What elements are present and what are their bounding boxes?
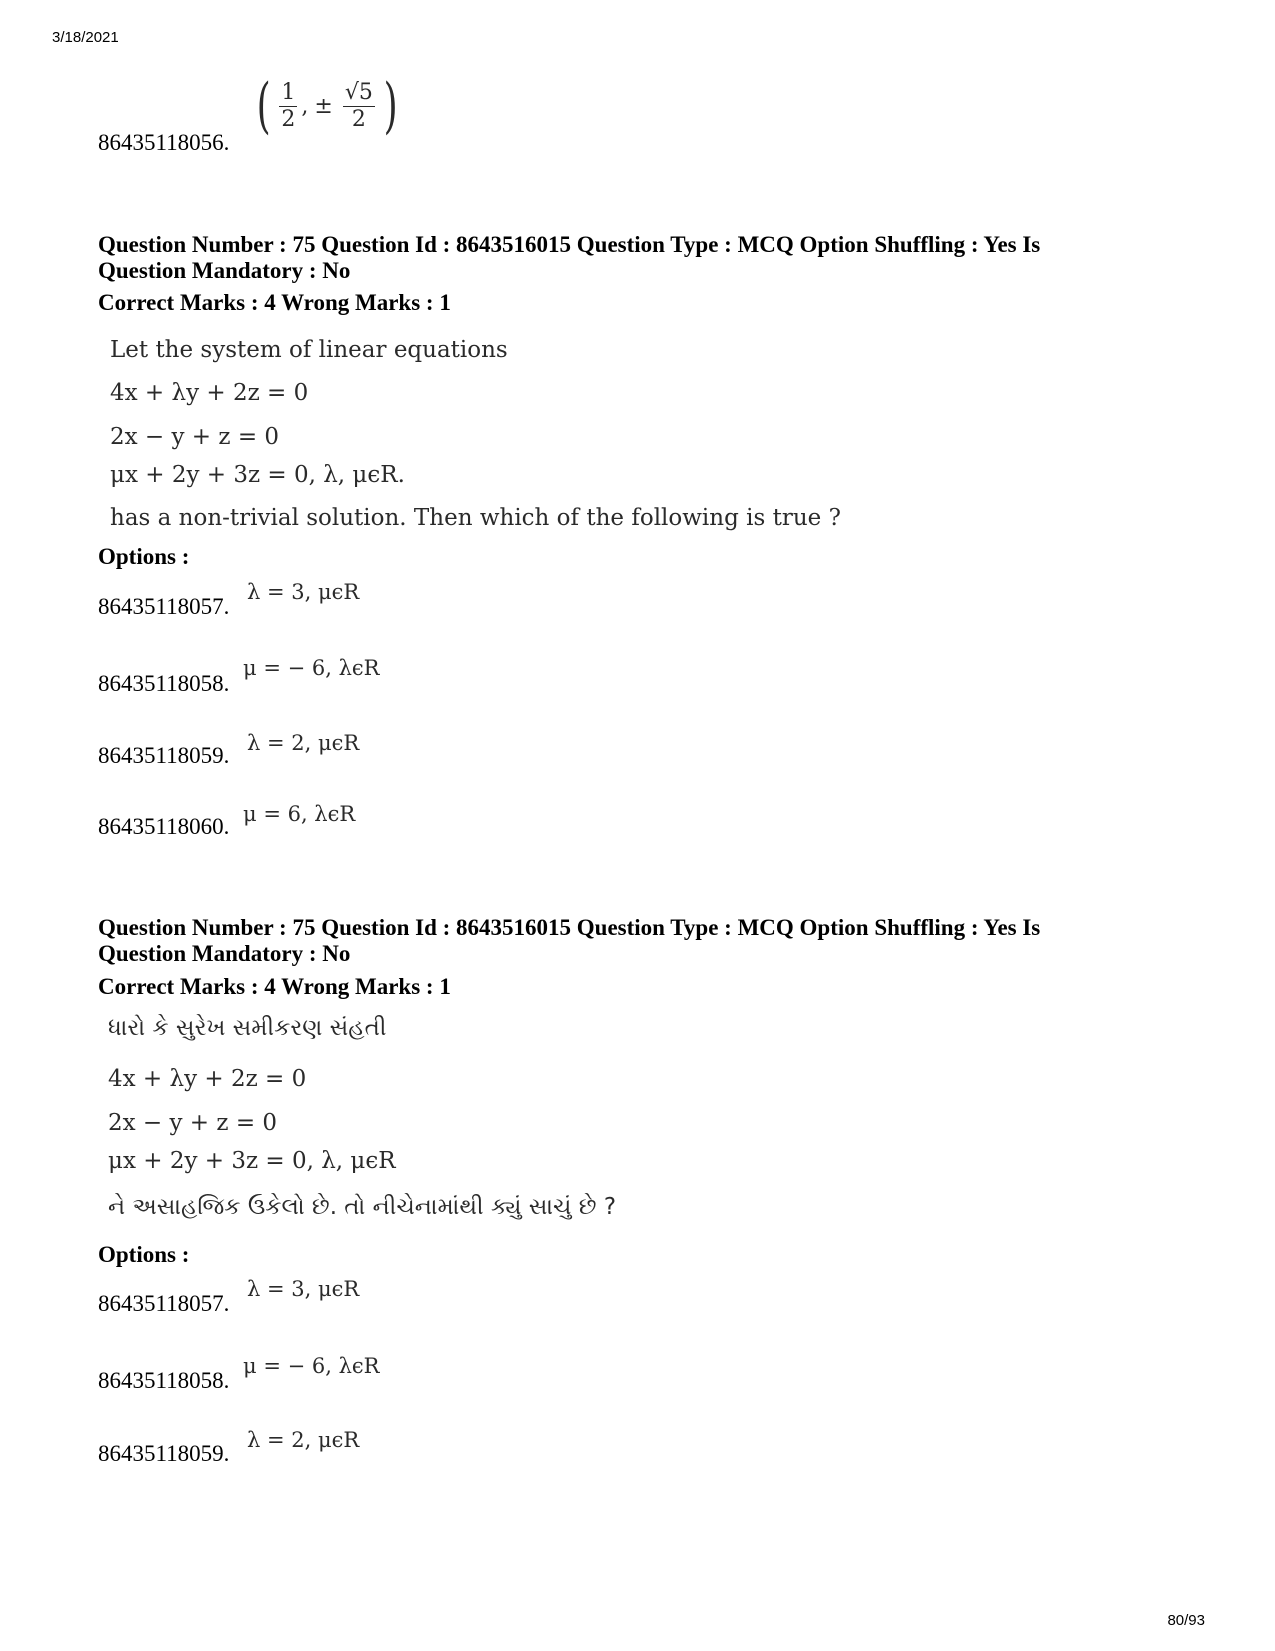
question-marks: Correct Marks : 4 Wrong Marks : 1 — [98, 974, 451, 999]
question-header-line2: Question Mandatory : No — [98, 941, 351, 966]
option-id: 86435118058. — [98, 671, 230, 696]
question-header-line2: Question Mandatory : No — [98, 258, 351, 283]
option-id: 86435118060. — [98, 814, 230, 839]
question-intro: Let the system of linear equations — [110, 337, 508, 363]
comma: , — [301, 93, 309, 119]
option-id: 86435118056. — [98, 130, 230, 155]
option-id: 86435118057. — [98, 594, 230, 619]
option-fraction-answer — [252, 68, 402, 144]
option-text: λ = 2, μϵR — [247, 1428, 360, 1452]
page-number: 80/93 — [1167, 1612, 1205, 1629]
right-paren: ) — [383, 71, 398, 141]
fraction-b-denominator: 2 — [351, 106, 366, 132]
option-text: λ = 2, μϵR — [247, 731, 360, 755]
question-marks: Correct Marks : 4 Wrong Marks : 1 — [98, 290, 451, 315]
fraction-a-denominator: 2 — [281, 106, 296, 132]
option-id: 86435118059. — [98, 1441, 230, 1466]
question-header-line1: Question Number : 75 Question Id : 8643516015 Question Type : MCQ Option Shuffling : Yes Is — [98, 915, 1041, 940]
option-text: μ = − 6, λϵR — [243, 656, 380, 680]
fraction-a-numerator: 1 — [281, 79, 296, 105]
options-label: Options : — [98, 544, 190, 569]
option-id: 86435118057. — [98, 1291, 230, 1316]
equation-3: μx + 2y + 3z = 0, λ, μϵR. — [110, 462, 405, 488]
equation-3: μx + 2y + 3z = 0, λ, μϵR — [108, 1148, 396, 1174]
option-text: μ = − 6, λϵR — [243, 1354, 380, 1378]
option-text: λ = 3, μϵR — [247, 1277, 360, 1301]
option-id: 86435118058. — [98, 1368, 230, 1393]
question-closing: ને અસાહજિક ઉકેલો છે. તો નીચેનામાંથી ક્યું સાચું છે ? — [108, 1194, 617, 1220]
equation-1: 4x + λy + 2z = 0 — [110, 380, 309, 406]
fraction-a — [279, 80, 297, 133]
options-label: Options : — [98, 1242, 190, 1267]
option-id: 86435118059. — [98, 743, 230, 768]
equation-2: 2x − y + z = 0 — [110, 424, 280, 450]
print-date: 3/18/2021 — [52, 29, 119, 46]
plus-minus-sign: ± — [314, 93, 333, 119]
fraction-b — [343, 80, 375, 133]
option-text: μ = 6, λϵR — [243, 802, 356, 826]
left-paren: ( — [256, 71, 271, 141]
fraction-b-numerator: √5 — [344, 79, 373, 105]
question-intro: ધારો કે સુરેખ સમીકરણ સંહતી — [108, 1015, 387, 1041]
question-header-line1: Question Number : 75 Question Id : 8643516015 Question Type : MCQ Option Shuffling : Yes Is — [98, 232, 1041, 257]
equation-2: 2x − y + z = 0 — [108, 1110, 278, 1136]
equation-1: 4x + λy + 2z = 0 — [108, 1066, 307, 1092]
option-text: λ = 3, μϵR — [247, 580, 360, 604]
question-closing: has a non-trivial solution. Then which of the following is true ? — [110, 505, 841, 531]
